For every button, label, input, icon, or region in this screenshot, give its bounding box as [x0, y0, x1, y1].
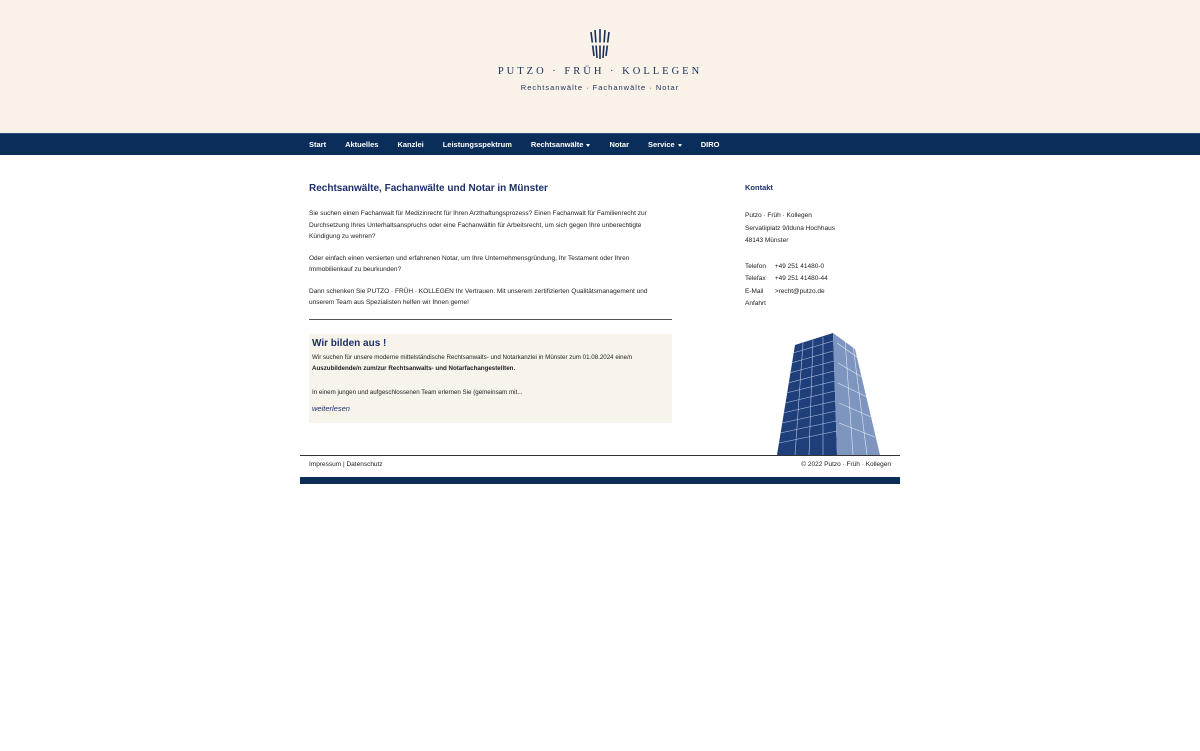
nav-item-notar[interactable]	[609, 134, 629, 155]
fax-row	[745, 273, 895, 286]
fax-label: Telefax	[745, 275, 766, 282]
nav-item-label: Kanzlei	[397, 140, 424, 149]
job-text-part: Wir suchen für unsere moderne mittelständische Rechtsanwalts- und Notarkanzlei in Münster zum 01.08.2024 eine/n	[312, 353, 633, 361]
phone-label: Telefon	[745, 262, 766, 270]
address-line: Servatiiplatz 9/Iduna Hochhaus	[745, 224, 835, 232]
footer-separator: |	[341, 461, 347, 468]
logo-name: PUTZO · FRÜH · KOLLEGEN	[497, 66, 703, 77]
impressum-link[interactable]: Impressum	[309, 461, 342, 468]
nav-item-label: Rechtsanwälte	[530, 140, 584, 149]
address-line: Putzo · Früh · Kollegen	[745, 212, 812, 219]
job-announcement-title: Wir bilden aus !	[312, 337, 387, 349]
logo-subtitle: Rechtsanwälte · Fachanwälte · Notar	[520, 83, 680, 92]
nav-item-leistungsspektrum[interactable]	[443, 134, 512, 155]
contact-details	[745, 261, 895, 311]
page-title: Rechtsanwälte, Fachanwälte und Notar in Münster	[309, 183, 548, 194]
intro-paragraph-1: Sie suchen einen Fachanwalt für Medizinrecht für Ihren Arzthaftungsprozess? Einen Fachanwalt für Familienrecht zur Durchsetzung Ihres Unterhaltsanspruchs oder eine Fachanwältin für Arbeitsrecht, um sich gegen Ihre unberechtigte Kündigung zu wehren?	[309, 210, 647, 240]
datenschutz-link[interactable]: Datenschutz	[346, 461, 383, 468]
contact-title: Kontakt	[745, 183, 773, 192]
phone-number[interactable]: +49 251 41480-0	[774, 262, 825, 270]
email-link[interactable]: >recht@putzo.de	[774, 287, 825, 295]
intro-paragraph-2: Oder einfach einen versierten und erfahrenen Notar, um Ihre Unternehmensgründung, Ihr Testament oder Ihren Immobilienkauf zu beurkunden?	[309, 254, 630, 273]
site-header	[0, 0, 1200, 133]
nav-item-kanzlei[interactable]	[397, 134, 423, 155]
email-label: E-Mail	[745, 287, 764, 295]
main-navigation	[0, 133, 1200, 155]
caret-down-icon	[586, 144, 590, 147]
copyright: © 2022 Putzo · Früh · Kollegen	[801, 461, 891, 468]
nav-item-label: Notar	[609, 140, 630, 149]
site-footer	[309, 461, 891, 471]
job-announcement-box	[309, 334, 672, 423]
nav-item-label: Service	[648, 140, 675, 149]
contact-sidebar	[745, 183, 895, 311]
read-more-link[interactable]: weiterlesen	[312, 404, 350, 413]
footer-links	[309, 461, 383, 468]
nav-item-service[interactable]	[648, 134, 682, 155]
nav-item-start[interactable]	[309, 134, 326, 155]
content-divider	[309, 319, 672, 320]
nav-item-aktuelles[interactable]	[345, 134, 378, 155]
nav-item-label: Leistungsspektrum	[442, 140, 512, 149]
nav-item-label: Start	[309, 140, 327, 149]
nav-item-diro[interactable]	[701, 134, 720, 155]
content-column	[309, 183, 672, 423]
caret-down-icon	[678, 144, 682, 147]
phone-row	[745, 261, 895, 274]
footer-bar	[300, 477, 900, 484]
email-row	[745, 286, 895, 299]
logo-mark-icon	[589, 28, 611, 60]
address-line: 48143 Münster	[745, 237, 789, 244]
job-text-bold: Auszubildende/n zum/zur Rechtsanwalts- und Notarfachangestellten.	[312, 365, 516, 372]
nav-item-rechtsanwaelte[interactable]	[531, 134, 591, 155]
nav-item-label: DIRO	[700, 140, 720, 149]
logo[interactable]	[480, 28, 720, 108]
fax-number: +49 251 41480-44	[774, 275, 828, 282]
job-announcement-excerpt: In einem jungen und aufgeschlossenen Team erlernen Sie (gemeinsam mit...	[312, 388, 523, 396]
directions-link[interactable]: Anfahrt	[745, 300, 766, 307]
footer-divider	[300, 455, 900, 456]
office-building-image	[775, 333, 885, 455]
nav-item-label: Aktuelles	[345, 140, 379, 149]
job-announcement-text	[312, 352, 669, 375]
intro-paragraph-3: Dann schenken Sie PUTZO · FRÜH · KOLLEGEN Ihr Vertrauen. Mit unserem zertifizierten Qualitätsmanagement und unserem Team aus Spezialisten helfen wir Ihnen gerne!	[309, 287, 648, 306]
main-area	[0, 155, 1200, 751]
